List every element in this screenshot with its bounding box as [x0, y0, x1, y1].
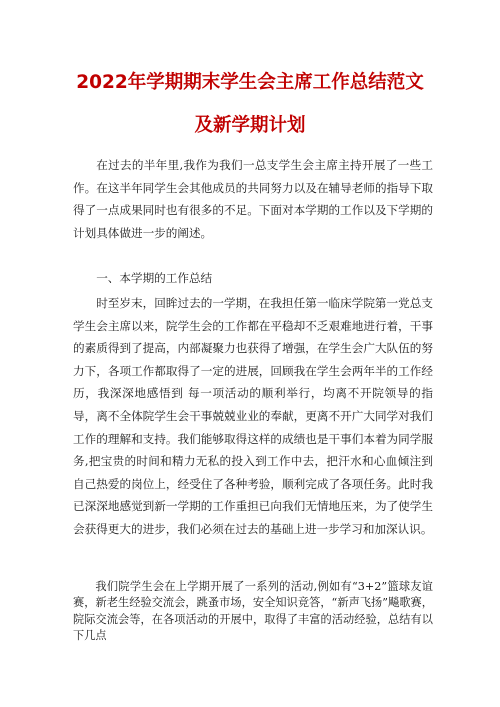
- intro-paragraph: 在过去的半年里,我作为我们一总支学生会主席主持开展了一些工作。在这半年同学生会其他成员的共同努力以及在辅导老师的指导下取得了一点成果同时也有很多的不足。下面对本学期的工作以及下学期的计划具体做进一步的阐述。: [73, 158, 433, 240]
- section-heading: 一、本学期的工作总结: [96, 271, 213, 285]
- summary-paragraph: 时至岁末，回眸过去的一学期，在我担任第一临床学院第一党总支学生会主席以来，院学生会的工作都在平稳却不乏艰难地进行着，干事的素质得到了提高，内部凝聚力也获得了增强，在学生会广大队伍的努力下，各项工作都取得了一定的进展，回顾我在学生会两年半的工作经历，我深深地感悟到 每一项活动的顺利举行，均离不开院领导的指导，离不全体院学生会干事兢兢业业的奉献，更离不开广大同学对我们工作的理解和支持。我们能够取得这样的成绩也是干事们本着为同学服务,把宝贵的时间和精力无私的投入到工作中去，把汗水和心血倾注到自己热爱的岗位上，经受住了各种考验，顺利完成了各项任务。此时我已深深地感觉到新一学期的工作重担已向我们无情地压来，为了使学生会获得更大的进步，我们必须在过去的基础上进一步学习和加深认识。: [73, 296, 433, 536]
- document-title-line-1: 2022年学期期末学生会主席工作总结范文: [76, 72, 424, 93]
- document-title-line-2: 及新学期计划: [194, 115, 306, 136]
- activities-paragraph: 我们院学生会在上学期开展了一系列的活动,例如有“3+2”篮球友谊赛，新老生经验交流会，跳蚤市场，安全知识竞答，“新声飞扬”飚歌赛，院际交流会等，在各项活动的开展中，取得了丰富的活动经验，总结有以下几点: [73, 580, 433, 642]
